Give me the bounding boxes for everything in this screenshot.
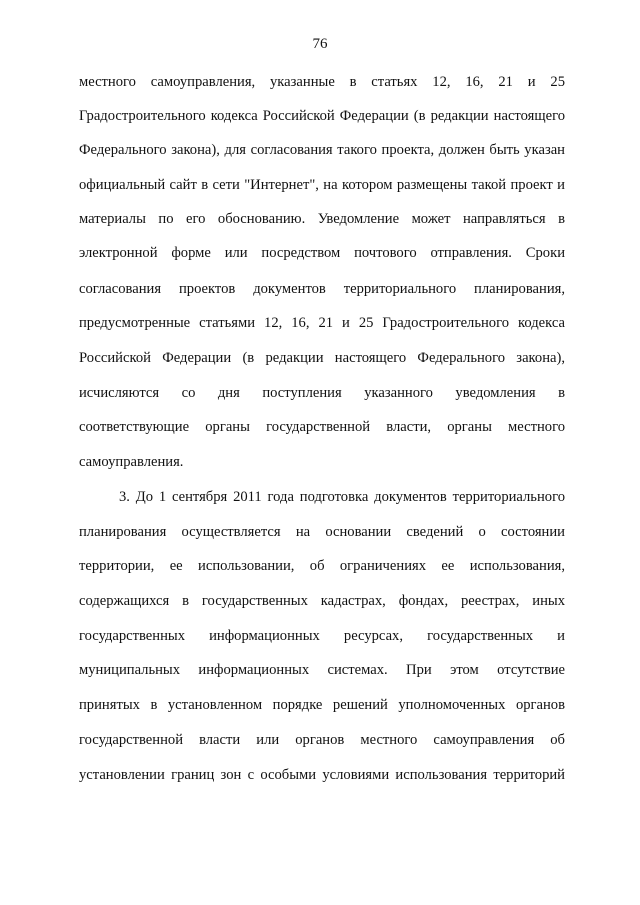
text-line: электронной форме или посредством почтового отправления. Сроки [79, 245, 565, 261]
text-line: самоуправления. [79, 454, 184, 470]
text-line: муниципальных информационных системах. При этом отсутствие [79, 662, 565, 678]
paragraph-first-line: 3. До 1 сентября 2011 года подготовка документов территориального [119, 489, 565, 505]
text-line: материалы по его обоснованию. Уведомление может направляться в [79, 211, 565, 227]
text-line: Градостроительного кодекса Российской Федерации (в редакции настоящего [79, 108, 565, 124]
text-line: государственных информационных ресурсах, государственных и [79, 628, 565, 644]
page-number: 76 [312, 36, 328, 52]
text-line: государственной власти или органов местного самоуправления об [79, 732, 565, 748]
text-line: принятых в установленном порядке решений уполномоченных органов [79, 697, 565, 713]
text-line: предусмотренные статьями 12, 16, 21 и 25 Градостроительного кодекса [79, 315, 565, 331]
text-line: исчисляются со дня поступления указанного уведомления в [79, 385, 565, 401]
text-line: планирования осуществляется на основании сведений о состоянии [79, 524, 565, 540]
text-line: Российской Федерации (в редакции настоящего Федерального закона), [79, 350, 565, 366]
text-line: местного самоуправления, указанные в статьях 12, 16, 21 и 25 [79, 74, 565, 90]
text-line: Федерального закона), для согласования такого проекта, должен быть указан [79, 142, 565, 158]
text-line: официальный сайт в сети "Интернет", на котором размещены такой проект и [79, 177, 565, 193]
text-line: соответствующие органы государственной власти, органы местного [79, 419, 565, 435]
text-line: территории, ее использовании, об ограничениях ее использования, [79, 558, 565, 574]
text-line: согласования проектов документов территориального планирования, [79, 281, 565, 297]
text-line: установлении границ зон с особыми условиями использования территорий [79, 767, 565, 783]
text-line: содержащихся в государственных кадастрах, фондах, реестрах, иных [79, 593, 565, 609]
